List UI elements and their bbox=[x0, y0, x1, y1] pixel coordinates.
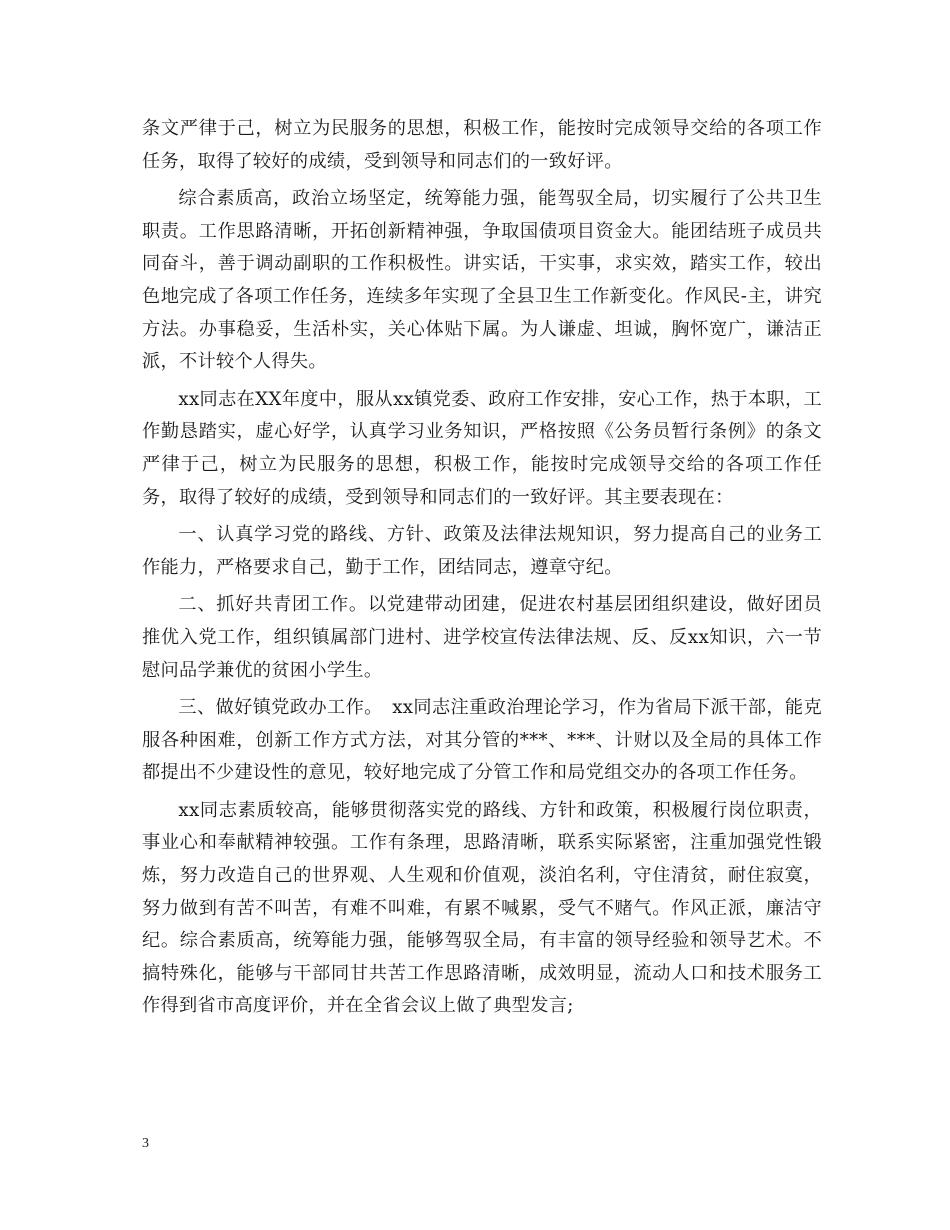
paragraph-7: xx同志素质较高，能够贯彻落实党的路线、方针和政策，积极履行岗位职责，事业心和奉献精神较强。工作有条理，思路清晰，联系实际紧密，注重加强党性锻炼，努力改造自己的世界观、人生观和价值观，淡泊名利，守住清贫，耐住寂寞，努力做到有苦不叫苦，有难不叫难，有累不喊累，受气不赌气。作风正派，廉洁守纪。综合素质高，统筹能力强，能够驾驭全局，有丰富的领导经验和领导艺术。不搞特殊化，能够与干部同甘共苦工作思路清晰，成效明显，流动人口和技术服务工作得到省市高度评价，并在全省会议上做了典型发言; bbox=[142, 799, 822, 1017]
paragraph-4: 一、认真学习党的路线、方针、政策及法律法规知识，努力提高自己的业务工作能力，严格要求自己，勤于工作，团结同志，遵章守纪。 bbox=[142, 524, 822, 578]
paragraph-5: 二、抓好共青团工作。以党建带动团建，促进农村基层团组织建设，做好团员推优入党工作，组织镇属部门进村、进学校宣传法律法规、反、反xx知识，六一节慰问品学兼优的贫困小学生。 bbox=[142, 594, 822, 681]
page-number: 3 bbox=[142, 1136, 149, 1151]
paragraph-3: xx同志在XX年度中，服从xx镇党委、政府工作安排，安心工作，热于本职，工作勤恳踏实，虚心好学，认真学习业务知识，严格按照《公务员暂行条例》的条文严律于己，树立为民服务的思想，积极工作，能按时完成领导交给的各项工作任务，取得了较好的成绩，受到领导和同志们的一致好评。其主要表现在： bbox=[142, 388, 822, 508]
paragraph-6: 三、做好镇党政办工作。 xx同志注重政治理论学习，作为省局下派干部，能克服各种困难，创新工作方式方法，对其分管的***、***、计财以及全局的具体工作都提出不少建设性的意见，较好地完成了分管工作和局党组交办的各项工作任务。 bbox=[142, 697, 822, 784]
paragraph-1: 条文严律于己，树立为民服务的思想，积极工作，能按时完成领导交给的各项工作任务，取得了较好的成绩，受到领导和同志们的一致好评。 bbox=[142, 118, 822, 172]
paragraph-2: 综合素质高，政治立场坚定，统筹能力强，能驾驭全局，切实履行了公共卫生职责。工作思路清晰，开拓创新精神强，争取国债项目资金大。能团结班子成员共同奋斗，善于调动副职的工作积极性。讲实话，干实事，求实效，踏实工作，较出色地完成了各项工作任务，连续多年实现了全县卫生工作新变化。作风民-主，讲究方法。办事稳妥，生活朴实，关心体贴下属。为人谦虚、坦诚，胸怀宽广，谦洁正派，不计较个人得失。 bbox=[142, 188, 822, 373]
document-body bbox=[142, 113, 822, 1028]
